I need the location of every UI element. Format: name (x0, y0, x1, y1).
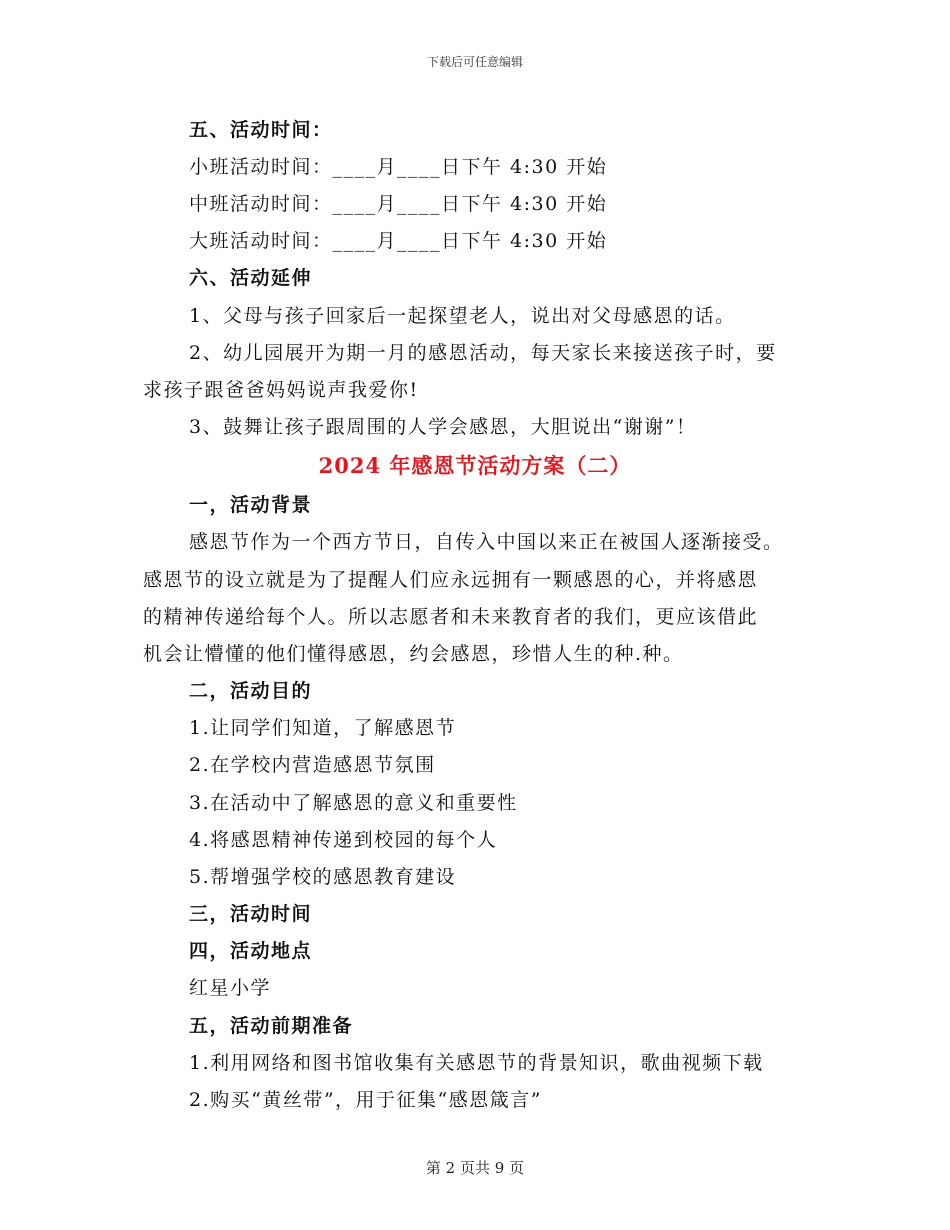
heading-background: 一，活动背景 (189, 494, 313, 516)
purpose-item: 3.在活动中了解感恩的意义和重要性 (189, 792, 518, 814)
extension-item-1: 1、父母与孩子回家后一起探望老人，说出对父母感恩的话。 (189, 305, 736, 327)
heading-time: 三，活动时间 (189, 903, 313, 925)
background-para-line: 感恩节作为一个西方节日，自传入中国以来正在被国人逐渐接受。 (189, 531, 784, 553)
background-para-line: 机会让懵懂的他们懂得感恩，约会感恩，珍惜人生的种.种。 (143, 643, 684, 665)
extension-item-3: 3、鼓舞让孩子跟周围的人学会感恩，大胆说出“谢谢”！ (189, 416, 697, 438)
extension-item-2: 2、幼儿园展开为期一月的感恩活动，每天家长来接送孩子时，要 (189, 342, 777, 364)
section-heading-5: 五、活动时间： (189, 119, 333, 141)
page-footer: 第 2 页共 9 页 (425, 1159, 525, 1177)
heading-purpose: 二，活动目的 (189, 680, 313, 702)
page-header: 下载后可任意编辑 (426, 55, 523, 69)
extension-item-2-cont: 求孩子跟爸爸妈妈说声我爱你! (143, 379, 419, 401)
section-heading-6: 六、活动延伸 (189, 267, 313, 289)
plan-title: 2024 年感恩节活动方案（二） (318, 453, 632, 478)
big-class-time: 大班活动时间：____月____日下午 4:30 开始 (189, 230, 608, 252)
purpose-item: 5.帮增强学校的感恩教育建设 (189, 866, 457, 888)
place-value: 红星小学 (189, 977, 272, 999)
purpose-item: 2.在学校内营造感恩节氛围 (189, 754, 436, 776)
preparation-item: 1.利用网络和图书馆收集有关感恩节的背景知识，歌曲视频下载 (189, 1052, 764, 1074)
purpose-item: 1.让同学们知道，了解感恩节 (189, 717, 457, 739)
heading-preparation: 五，活动前期准备 (189, 1015, 354, 1037)
small-class-time: 小班活动时间：____月____日下午 4:30 开始 (189, 156, 608, 178)
middle-class-time: 中班活动时间：____月____日下午 4:30 开始 (189, 193, 608, 215)
heading-place: 四，活动地点 (189, 940, 313, 962)
preparation-item: 2.购买“黄丝带”，用于征集“感恩箴言” (189, 1089, 542, 1111)
background-para-line: 的精神传递给每个人。所以志愿者和未来教育者的我们，更应该借此 (143, 606, 759, 628)
purpose-item: 4.将感恩精神传递到校园的每个人 (189, 829, 498, 851)
background-para-line: 感恩节的设立就是为了提醒人们应永远拥有一颗感恩的心，并将感恩 (143, 569, 759, 591)
